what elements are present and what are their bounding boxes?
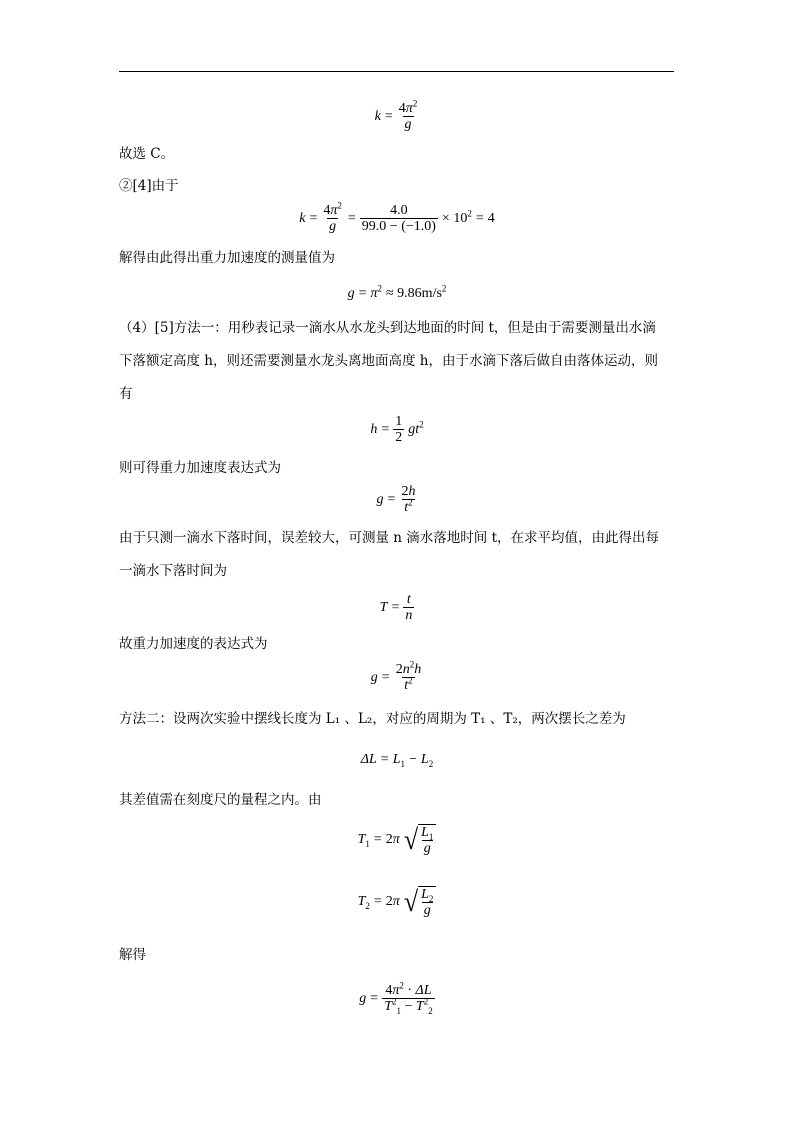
paragraph-since: ②[4]由于 — [119, 178, 179, 194]
paragraph-range: 其差值需在刻度尺的量程之内。由 — [119, 792, 322, 808]
header-rule — [119, 71, 674, 72]
paragraph-method1-line3: 有 — [119, 386, 133, 402]
equation-t2: $T_2$ = 2π √ $L_2$ g — [0, 886, 794, 918]
equation-free-fall: h = $\frac{1}{2}$ $gt^2$ — [370, 414, 424, 445]
paragraph-method1-line2: 下落额定高度 h，则还需要测量水龙头离地面高度 h，由于水滴下落后做自由落体运动，则 — [119, 353, 658, 369]
equation-k: k = $\frac{4\pi^2}{g}$ — [374, 98, 418, 132]
paragraph-g-final: 故重力加速度的表达式为 — [119, 636, 268, 652]
paragraph-g-expression: 则可得重力加速度表达式为 — [119, 460, 281, 476]
equation-delta-l: ΔL = $L_1$ − $L_2$ — [360, 752, 434, 769]
paragraph-error-line2: 一滴水下落时间为 — [119, 563, 227, 579]
equation-period: T = $\frac{t}{n}$ — [379, 592, 413, 623]
equation-g-2h: g = $\frac{2h}{t^2}$ — [376, 484, 416, 515]
equation-g-method2: g = $\frac{4\pi^2 \cdot \Delta L}{T^2_1 - T^2_2}$ — [359, 980, 433, 1016]
equation-k-value: k = $\frac{4\pi^2}{g}$ = $\frac{4.0}{99.0 - (-1.0)}$ × $10^2$ = 4 — [299, 200, 495, 234]
paragraph-choice: 故选 C。 — [119, 146, 175, 162]
paragraph-error-line1: 由于只测一滴水下落时间，误差较大，可测量 n 滴水落地时间 t，在求平均值，由此得出每 — [119, 530, 659, 546]
paragraph-result: 解得由此得出重力加速度的测量值为 — [119, 250, 335, 266]
paragraph-solve: 解得 — [119, 947, 146, 963]
paragraph-method2: 方法二：设两次实验中摆线长度为 L₁ 、L₂，对应的周期为 T₁ 、T₂，两次摆长之差为 — [119, 711, 626, 727]
equation-g-2n2h: g = $\frac{2n^2h}{t^2}$ — [370, 659, 422, 693]
equation-t1: $T_1$ = 2π √ $L_1$ g — [0, 824, 794, 856]
paragraph-method1-line1: （4）[5]方法一：用秒表记录一滴水从水龙头到达地面的时间 t，但是由于需要测量出水滴 — [119, 320, 656, 336]
equation-g-value: g = $\pi^2$ ≈ $9.86m/s^2$ — [347, 283, 447, 301]
